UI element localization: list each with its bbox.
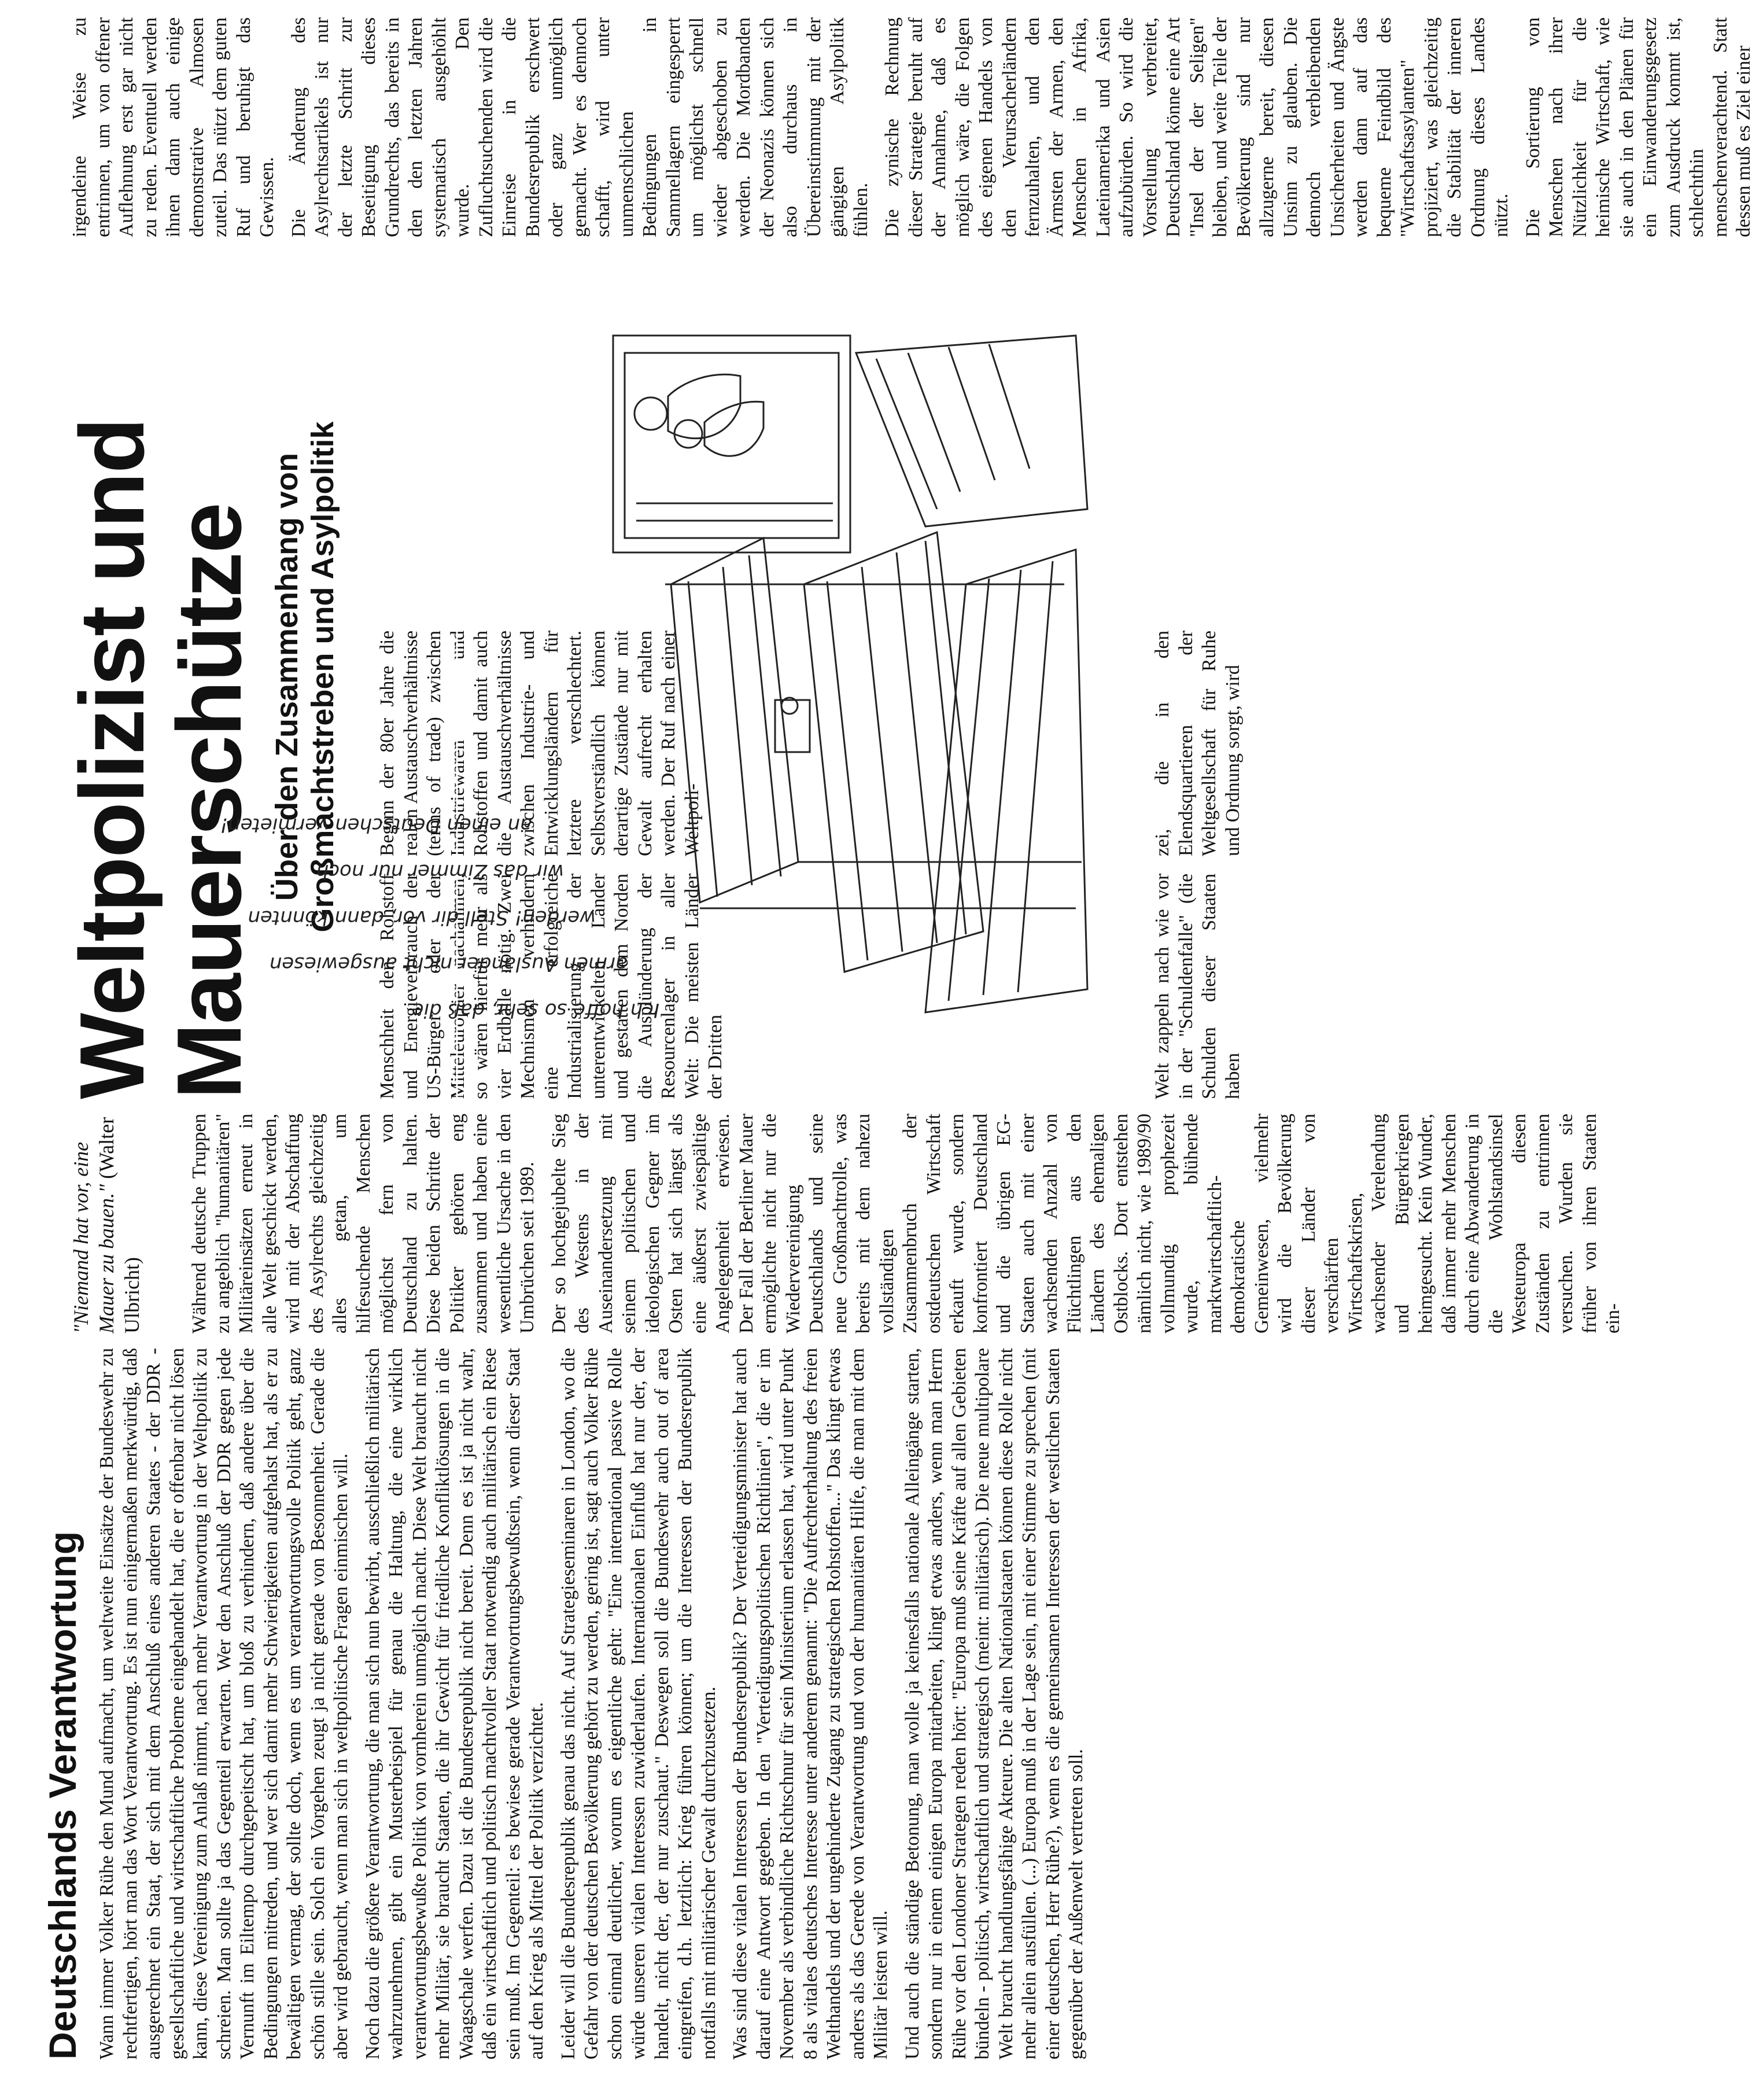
article-column-3b: [1151, 631, 1614, 856]
caption-line: werden! Stell dir vor, dann könnten: [248, 906, 596, 929]
paragraph: Beginn der 80er Jahre die realen Austauschverhältnisse (terms of trade) zwischen Industriewaren und Rohstoffen und damit auch die Austauschverhältnisse zwischen Industrie- und Entwicklungsländern für letztere verschlechtert. Selbstverständlich können derartige Zustände nur mit Gewalt aufrecht erhalten werden. Der Ruf nach einer Weltpoli-: [377, 631, 703, 856]
paragraph: Was sind diese vitalen Interessen der Bundesrepublik? Der Verteidigungsminister hat auch darauf eine Antwort gegeben. In den "Verteidigungspolitischen Richtlinien", die er im November als verbindliche Richtschnur für sein Ministerium erlassen hat, wird unter Punkt 8 als vitales deutsches Interesse unter anderem genannt: "Die Aufrechterhaltung des freien Welthandels und der ungehinderte Zugang zu strategischen Rohstoffen..." Das klingt etwas anders als das Gerede von Verantwortung und von der humanitären Hilfe, die man mit dem Militär leisten will.: [729, 1348, 891, 2060]
paragraph: Menschheit den Rohstoff und Energieverbrauch der US-Bürger oder der Mitteleuropäer nachahmen, so wären hierfür mehr als vier Erdbälle nötig. Zwei Mechnismen verhindern eine erfolgreiche Industrialisierung der unterentwickelten Länder und gestatten dem Norden die Ausplünderung der Resourcenlager in aller Welt: Die meisten Länder der Dritten: [377, 874, 726, 1099]
article-column-3a: [1151, 874, 1614, 1099]
paragraph: zei, die in den Elendsquartieren der Weltgesellschaft für Ruhe und Ordnung sorgt, wird: [1152, 631, 1244, 856]
caption-line: an einen Deutschen vermieten!: [220, 813, 532, 837]
window-frame: [856, 336, 1087, 526]
quote-author: (Walter Ulbricht): [95, 1117, 143, 1333]
paragraph: Und auch die ständige Betonung, man wolle ja keinesfalls nationale Alleingänge starten, sondern nur in einem einigen Europa mitarbeiten, klingt etwas anders, wenn man Herrn Rühe vor den Londoner Strategen reden hört: "Europa muß seine Kräfte auf allen Gebieten bündeln - politisch, wirtschaftlich und strategisch (meint: militärisch). Die neue multipolare Welt braucht handlungsfähige Akteure. Die alten Nationalstaaten können diese Rolle nicht mehr allein ausfüllen. (...) Europa muß in der Lage sein, mit einer Stimme zu sprechen (mit einer deutschen, Herr Rühe?), wenn es die gemeinsamen Interessen der westlichen Staaten gegenüber der Außenwelt vertreten soll.: [901, 1348, 1087, 2060]
quote-text: "Niemand hat vor, eine Mauer zu bauen.": [69, 1141, 118, 1333]
paragraph: Wann immer Volker Rühe den Mund aufmacht, um weltweite Einsätze der Bundeswehr zu rechtfertigen, hört man das Wort Verantwortung. Es ist nun einigermaßen merkwürdig, daß ausgerechnet ein Staat, der sich mit dem Anschluß eines anderen Staates - der DDR - gesellschaftliche und wirtschaftliche Probleme eingehandelt hat, die er offenbar nicht lösen kann, diese Vereinigung zum Anlaß nimmt, nach mehr Verantwortung in der Weltpolitik zu schreien. Man sollte ja das Gegenteil erwarten. Wer den Anschluß der DDR gegen jede Vernunft im Eiltempo durchgepeitscht hat, um bloß zu verhindern, daß andere über die Bedingungen mitreden, und wer sich damit mehr Schwierigkeiten aufgehalst hat, als er zu bewältigen vermag, der sollte doch, wenn es um verantwortungsvolle Politik geht, ganz schön stille sein. Solch ein Vorgehen zeugt ja nicht gerade von Besonnenheit. Gerade die aber wird gebraucht, wenn man sich in weltpolitische Fragen einmischen will.: [96, 1348, 352, 2060]
paragraph: Noch dazu die größere Verantwortung, die man sich nun bewirbt, ausschließlich militärisch wahrzunehmen, gibt ein Musterbeispiel für genau die Haltung, die eine wirklich verantwortungsbewußte Politik von vornherein unmöglich macht. Diese Welt braucht nicht mehr Militär, sie braucht Staaten, die ihr Gewicht für friedliche Konfliktlösungen in die Waagschale werfen. Dazu ist die Bundesrepublik nicht bereit. Denn es ist ja nicht wahr, daß ein wirtschaftlich und politisch machtvoller Staat notwendig auch militärisch ein Riese sein muß. Im Gegenteil: es bewiese gerade Verantwortungsbewußtsein, wenn dieser Staat auf den Krieg als Mittel der Politik verzichtet.: [361, 1348, 547, 2060]
article-column-4: [68, 17, 1754, 237]
article-headline: [61, 255, 260, 1099]
paragraph: Leider will die Bundesrepublik genau das nicht. Auf Strategieseminaren in London, wo die Gefahr von der deutschen Bevölkerung gehört zu werden, gering ist, sagt auch Volker Rühe schon einmal deutlicher, worum es eigentliche geht: "Eine international passive Rolle würde unseren vitalen Interessen zuwiderlaufen. Internationalen Einfluß hat nur der, der handelt, nicht der, der nur zuschaut." Deswegen soll die Bundeswehr auch out of area eingreifen, d.h. letztlich: Krieg führen können; um die Interessen der Bundesrepublik notfalls mit militärischer Gewalt durchzusetzen.: [557, 1348, 720, 2060]
caption-line: Ich hoffe so sehr, daß die: [411, 999, 659, 1022]
section-title-deutschlands-verantwortung: Deutschlands Verantwortung: [41, 1531, 84, 2060]
paragraph: irgendeine Weise zu entrinnen, um von offener Auflehnung erst gar nicht zu reden. Eventuell werden ihnen dann auch einige demonstrative Almosen zuteil. Das nützt dem guten Ruf und beruhigt das Gewissen.: [69, 17, 278, 237]
subtitle-line-1: Über den Zusammenhang von: [270, 452, 304, 901]
paragraph: Die Sortierung von Menschen nach ihrer Nützlichkeit für die heimische Wirtschaft, wie sie auch in den Plänen für ein Einwanderungsgesetz zum Ausdruck kommt ist, schlechthin menschenverachtend. Statt dessen muß es Ziel einer: [1522, 17, 1754, 237]
subtitle-line-2: Großmachtstreben und Asylpolitik: [305, 421, 340, 933]
paragraph: Der so hochgejubelte Sieg des Westens in der Auseinandersetzung mit seinem politischen und ideologischen Gegner im Osten hat sich längst als eine äußerst zwiespältige Angelegenheit erwiesen. Der Fall der Berliner Mauer ermöglichte nicht nur die Wiedervereinigung Deutschlands und seine neue Großmachtrolle, was bereits mit dem nahezu vollständigen Zusammenbruch der ostdeutschen Wirtschaft erkauft wurde, sondern konfrontiert Deutschland und die übrigen EG- Staaten auch mit einer wachsenden Anzahl von Flüchtlingen aus den Ländern des ehemaligen Ostblocks. Dort entstehen nämlich nicht, wie 1989/90 vollmundig prophezeit wurde, blühende marktwirtschaftlich- demokratische Gemeinwesen, vielmehr wird die Bevölkerung dieser Länder von verschärften Wirtschaftskrisen, wachsender Verelendung und Bürgerkriegen heimgesucht. Kein Wunder, daß immer mehr Menschen durch eine Abwanderung in die Wohlstandsinsel Westeuropa diesen Zuständen zu entrinnen versuchen. Wurden sie früher von ihren Staaten ein-: [548, 1114, 1624, 1333]
caption-line: armen Ausländer nicht ausgewiesen: [269, 952, 628, 975]
paragraph: Welt zappeln nach wie vor in der "Schuldenfalle" (die Schulden dieser Staaten haben: [1152, 874, 1244, 1099]
headline-line-2: Mauerschütze: [158, 503, 260, 1099]
article-subtitle: [269, 295, 341, 1059]
doorway-with-couple: [613, 336, 850, 552]
article-column-1: [188, 1114, 1624, 1333]
bunk-beds: [665, 532, 1087, 1012]
paragraph: Die Änderung des Asylrechtsartikels ist nur der letzte Schritt zur Beseitigung dieses Grundrechts, das bereits in den den letzten Jahren systematisch ausgehöhlt wurde. Den Zufluchtsuchenden wird die Einreise in die Bundesrepublik erschwert oder ganz unmöglich gemacht. Wer es dennoch schafft, wird unter unmenschlichen Bedingungen in Sammellagern eingesperrt um möglichst schnell wieder abgeschoben zu werden. Die Mordbanden der Neonazis können sich also durchaus in Übereinstimmung mit der gängigen Asylpolitik fühlen.: [287, 17, 872, 237]
headline-line-1: Weltpolizist und: [61, 418, 163, 1099]
paragraph: Während deutsche Truppen zu angeblich "humanitären" Militäreinsätzen erneut in alle Welt geschickt werden, wird mit der Abschaffung des Asylrechts gleichzeitig alles getan, um hilfesuchende Menschen möglichst fern von Deutschland zu halten. Diese beiden Schritte der Politiker gehören eng zusammen und haben eine wesentliche Ursache in den Umbrüchen seit 1989.: [189, 1114, 538, 1333]
ulbricht-quote: [68, 1114, 145, 1333]
paragraph: Die zynische Rechnung dieser Strategie beruht auf der Annahme, daß es möglich wäre, die Folgen des eigenen Handels von den Verursacherländern fernzuhalten, und den Ärmsten der Armen, den Menschen in Afrika, Lateinamerika und Asien aufzubürden. So wird die Vorstellung verbreitet, Deutschland könne eine Art "Insel der der Seligen" bleiben, und weite Teile der Bevölkerung sind nur allzugerne bereit, diesen Unsinn zu glauben. Die dennoch verbleibenden Unsicherheiten und Ängste werden dann auf das bequeme Feindbild des "Wirtschaftsasylanten" projiziert, was gleichzeitig die Stabilität der inneren Ordnung dieses Landes nützt.: [881, 17, 1512, 237]
section-body-deutschlands-verantwortung: [95, 1348, 1599, 2060]
caption-line: wir das Zimmer nur noch: [316, 860, 564, 883]
